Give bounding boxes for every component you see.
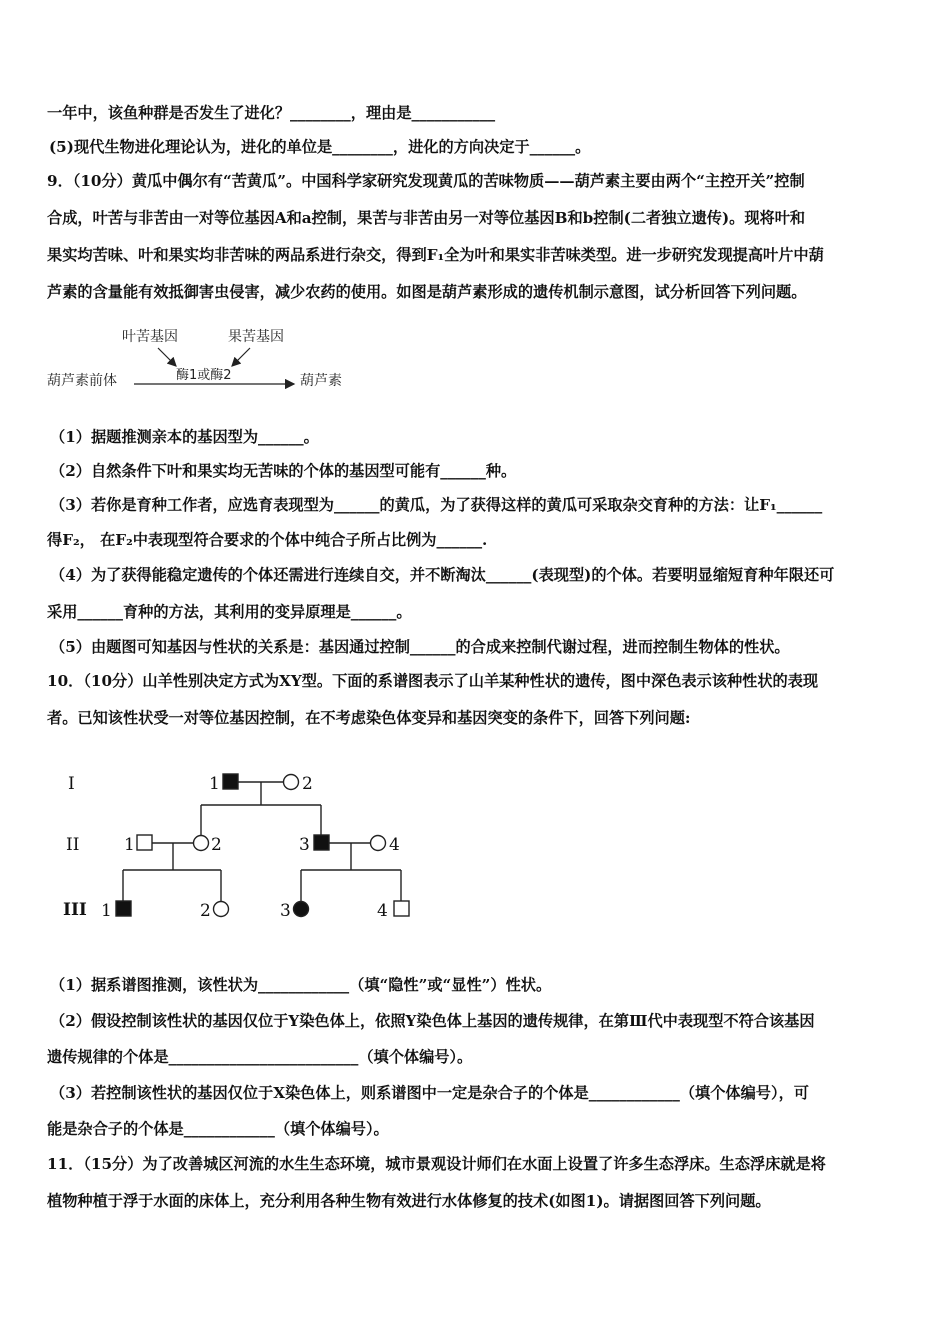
text-line-2: (5)现代生物进化理论认为，进化的单位是________，进化的方向决定于______。 (49, 138, 591, 156)
q9-line-2: 合成，叶苦与非苦由一对等位基因A和a控制，果苦与非苦由另一对等位基因B和b控制(二者独立遗传)。现将叶和 (47, 209, 806, 227)
II2-female (194, 836, 209, 851)
q9-line-4: 芦素的含量能有效抵御害虫侵害，减少农药的使用。如图是葫芦素形成的遗传机制示意图，试分析回答下列问题。 (47, 283, 807, 301)
q10-sub2-line1: （2）假设控制该性状的基因仅位于Y染色体上，依照Y染色体上基因的遗传规律，在第Ⅲ代中表现型不符合该基因 (50, 1012, 815, 1030)
num-II2: 2 (211, 835, 222, 855)
II3-affected-male (314, 835, 329, 850)
q11-line-2: 植物种植于浮于水面的床体上，充分利用各种生物有效进行水体修复的技术(如图1)。请据图回答下列问题。 (47, 1192, 771, 1210)
num-III3: 3 (280, 901, 291, 921)
q9-sub2: （2）自然条件下叶和果实均无苦味的个体的基因型可能有______种。 (50, 462, 517, 480)
q9-sub3-line1: （3）若你是育种工作者，应选育表现型为______的黄瓜，为了获得这样的黄瓜可采取杂交育种的方法：让F₁______ (50, 496, 823, 514)
enzyme-label: 酶1或酶2 (176, 368, 232, 383)
q9-line-1: 9．（10分）黄瓜中偶尔有“苦黄瓜”。中国科学家研究发现黄瓜的苦味物质——葫芦素主要由两个“主控开关”控制 (47, 172, 805, 190)
q9-line-3: 果实均苦味、叶和果实均非苦味的两品系进行杂交，得到F₁全为叶和果实非苦味类型。进一步研究发现提高叶片中葫 (47, 246, 824, 264)
num-I1: 1 (209, 774, 220, 794)
num-II1: 1 (124, 835, 135, 855)
num-III2: 2 (200, 901, 211, 921)
precursor-label: 葫芦素前体 (47, 373, 117, 389)
num-II3: 3 (299, 835, 310, 855)
fruit-bitter-gene-label: 果苦基因 (228, 329, 284, 345)
q10-line-2: 者。已知该性状受一对等位基因控制，在不考虑染色体变异和基因突变的条件下，回答下列问题: (47, 709, 691, 727)
q9-sub1: （1）据题推测亲本的基因型为______。 (50, 428, 319, 446)
I2-female (284, 775, 299, 790)
q9-sub4-line2: 采用______育种的方法，其利用的变异原理是______。 (47, 603, 412, 621)
q10-sub3-line1: （3）若控制该性状的基因仅位于X染色体上，则系谱图中一定是杂合子的个体是____________（填个体编号），可 (50, 1084, 809, 1102)
II1-male (137, 835, 152, 850)
gen-III-label: III (63, 900, 87, 920)
q10-line-1: 10．（10分）山羊性别决定方式为XY型。下面的系谱图表示了山羊某种性状的遗传，图中深色表示该种性状的表现 (47, 672, 819, 690)
q11-line-1: 11．（15分）为了改善城区河流的水生生态环境，城市景观设计师们在水面上设置了许多生态浮床。生态浮床就是将 (47, 1155, 826, 1173)
gen-I-label: I (68, 774, 75, 794)
III1-affected-male (116, 901, 131, 916)
II4-female (371, 836, 386, 851)
III4-male (394, 901, 409, 916)
num-II4: 4 (389, 835, 400, 855)
I1-affected-male (223, 774, 238, 789)
q9-sub4-line1: （4）为了获得能稳定遗传的个体还需进行连续自交，并不断淘汰______(表现型)的个体。若要明显缩短育种年限还可 (50, 566, 835, 584)
product-label: 葫芦素 (300, 373, 342, 389)
III2-female (214, 902, 229, 917)
gen-II-label: II (66, 835, 80, 855)
text-line-1: 一年中，该鱼种群是否发生了进化？________，理由是___________ (47, 104, 496, 122)
q10-sub1: （1）据系谱图推测，该性状为____________（填“隐性”或“显性”）性状。 (50, 976, 552, 994)
q10-sub3-line2: 能是杂合子的个体是____________（填个体编号）。 (47, 1120, 389, 1138)
III3-affected-female (294, 902, 309, 917)
leaf-bitter-gene-label: 叶苦基因 (122, 329, 178, 345)
num-III4: 4 (377, 901, 388, 921)
num-III1: 1 (101, 901, 112, 921)
num-I2: 2 (302, 774, 313, 794)
q9-sub5: （5）由题图可知基因与性状的关系是：基因通过控制______的合成来控制代谢过程，进而控制生物体的性状。 (50, 638, 790, 656)
q9-sub3-line2: 得F₂， 在F₂中表现型符合要求的个体中纯合子所占比例为______. (47, 531, 488, 549)
q10-sub2-line2: 遗传规律的个体是_________________________（填个体编号）。 (47, 1048, 473, 1066)
